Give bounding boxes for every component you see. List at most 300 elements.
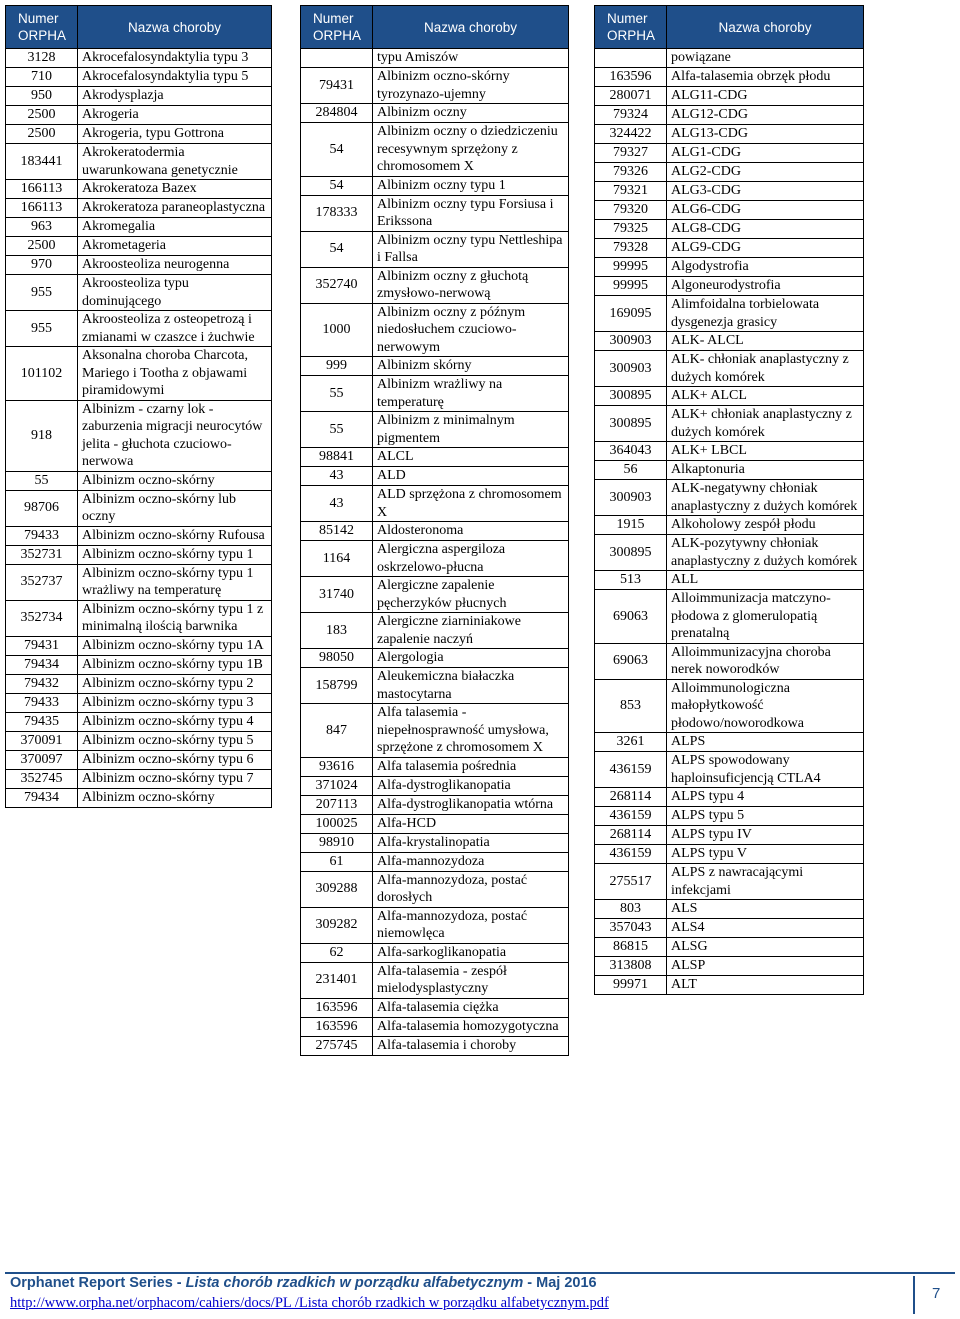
disease-name: ALG2-CDG [667,163,864,182]
disease-name: Alloimmunizacyjna choroba nerek noworodków [667,643,864,679]
disease-name: Albinizm oczny typu 1 [373,176,569,195]
orpha-number: 352734 [6,600,78,636]
table-row [301,123,569,177]
orpha-number: 99995 [595,258,667,277]
disease-name: Akrogeria, typu Gottrona [78,125,272,144]
table-row [301,303,569,357]
orpha-number: 100025 [301,814,373,833]
orpha-number: 970 [6,256,78,275]
table-row [595,406,864,442]
table-row [6,471,272,490]
orpha-number: 93616 [301,757,373,776]
orpha-number: 2500 [6,106,78,125]
orpha-number: 79325 [595,220,667,239]
orpha-number: 275517 [595,864,667,900]
table-row [301,577,569,613]
disease-name: Akrometageria [78,237,272,256]
footer-url-link[interactable]: http://www.orpha.net/orphacom/cahiers/docs/PL /Lista chorób rzadkich w porządku alfabetycznym.pdf [10,1295,609,1311]
disease-name: Albinizm oczno-skórny typu 6 [78,750,272,769]
orpha-number: 79324 [595,106,667,125]
disease-name: Albinizm oczno-skórny typu 4 [78,712,272,731]
disease-name: Alfa-dystroglikanopatia wtórna [373,795,569,814]
table-row [301,376,569,412]
disease-name: Alfa-talasemia ciężka [373,998,569,1017]
orpha-number: 54 [301,176,373,195]
orpha-number: 31740 [301,577,373,613]
table-row [595,643,864,679]
table-row [595,201,864,220]
disease-name: ALK+ ALCL [667,387,864,406]
disease-name: Albinizm wrażliwy na temperaturę [373,376,569,412]
disease-name: ALG8-CDG [667,220,864,239]
disease-name: Alfa-dystroglikanopatia [373,776,569,795]
table-row [301,541,569,577]
disease-name: Albinizm skórny [373,357,569,376]
disease-name: ALK+ chłoniak anaplastyczny z dużych komórek [667,406,864,442]
table-row [301,907,569,943]
table-row [595,845,864,864]
orpha-number: 268114 [595,826,667,845]
orpha-number: 231401 [301,962,373,998]
page-number: 7 [932,1285,941,1302]
table-row [6,199,272,218]
table-row [595,258,864,277]
table-row [6,311,272,347]
orpha-number: 2500 [6,125,78,144]
orpha-number: 313808 [595,957,667,976]
table-row [301,776,569,795]
orpha-number: 207113 [301,795,373,814]
table-row [301,486,569,522]
table-row [595,919,864,938]
table-row [595,387,864,406]
disease-name: Alergiczna aspergiloza oskrzelowo-płucna [373,541,569,577]
table-row [595,938,864,957]
footer-date: - Maj 2016 [523,1275,597,1291]
orpha-number: 364043 [595,442,667,461]
table-row [595,220,864,239]
disease-name: Albinizm oczno-skórny typu 7 [78,769,272,788]
orpha-number: 357043 [595,919,667,938]
table-row [595,733,864,752]
table-row [6,275,272,311]
disease-name: Albinizm oczny z późnym niedosłuchem czuciowo-nerwowym [373,303,569,357]
orpha-number: 79321 [595,182,667,201]
table-row [301,267,569,303]
table-row [301,814,569,833]
header-disease-name: Nazwa choroby [78,6,272,49]
table-row [301,357,569,376]
orpha-number: 98050 [301,649,373,668]
footer-separator [913,1276,915,1314]
disease-name: Alfa-talasemia i choroby [373,1036,569,1055]
orpha-number: 710 [6,68,78,87]
disease-name: ALPS typu IV [667,826,864,845]
orpha-number: 280071 [595,87,667,106]
table-row [6,712,272,731]
disease-name: ALG9-CDG [667,239,864,258]
disease-name: Alfa-mannozydoza [373,852,569,871]
orpha-number [301,49,373,68]
disease-name: Alloimmunologiczna małopłytkowość płodowo/noworodkowa [667,679,864,733]
orpha-number: 300895 [595,406,667,442]
table-row [301,412,569,448]
table-row [595,679,864,733]
disease-name: Albinizm oczny typu Nettleshipa i Fallsa [373,231,569,267]
header-orpha-number: Numer ORPHA [595,6,667,49]
table-row [6,180,272,199]
table-row [595,125,864,144]
disease-name: Akromegalia [78,218,272,237]
table-row [595,461,864,480]
orpha-number: 86815 [595,938,667,957]
disease-name: Albinizm oczny [373,104,569,123]
orpha-number: 79327 [595,144,667,163]
orpha-number: 79433 [6,526,78,545]
disease-name: Albinizm oczny typu Forsiusa i Erikssona [373,195,569,231]
orpha-number: 79434 [6,788,78,807]
table-row [301,176,569,195]
orpha-number: 183 [301,613,373,649]
disease-name: ALG6-CDG [667,201,864,220]
disease-name: Albinizm oczno-skórny [78,471,272,490]
orpha-number: 54 [301,123,373,177]
disease-name: typu Amiszów [373,49,569,68]
orpha-number: 955 [6,311,78,347]
orpha-number: 1915 [595,516,667,535]
orpha-number: 85142 [301,522,373,541]
disease-name: Alkoholowy zespół płodu [667,516,864,535]
orpha-number: 803 [595,900,667,919]
orpha-number: 79435 [6,712,78,731]
orpha-number: 98841 [301,448,373,467]
header-disease-name: Nazwa choroby [667,6,864,49]
table-row [6,347,272,401]
footer-list-title: Lista chorób rzadkich w porządku alfabetycznym [185,1275,524,1291]
orpha-number: 324422 [595,125,667,144]
table-row [6,256,272,275]
header-disease-name: Nazwa choroby [373,6,569,49]
orpha-number: 950 [6,87,78,106]
orpha-number: 1000 [301,303,373,357]
disease-name: ALPS typu V [667,845,864,864]
orpha-number: 300903 [595,332,667,351]
disease-name: Albinizm oczno-skórny typu 1B [78,655,272,674]
table-row [301,1036,569,1055]
orpha-number: 158799 [301,668,373,704]
orpha-number: 300903 [595,480,667,516]
orpha-number: 55 [301,412,373,448]
orpha-number: 43 [301,486,373,522]
table-row [6,87,272,106]
orpha-number: 999 [301,357,373,376]
disease-name: Akroosteoliza neurogenna [78,256,272,275]
table-row [595,807,864,826]
table-row [595,49,864,68]
table-row [595,144,864,163]
orpha-number: 55 [301,376,373,412]
orpha-number: 169095 [595,296,667,332]
orpha-number: 268114 [595,788,667,807]
disease-name: Alkaptonuria [667,461,864,480]
disease-name: Albinizm oczny z głuchotą zmysłowo-nerwową [373,267,569,303]
table-row [595,68,864,87]
table-row [301,649,569,668]
orpha-number: 99995 [595,277,667,296]
table-row [6,564,272,600]
table-row [6,769,272,788]
table-row [301,704,569,758]
table-row [301,49,569,68]
orpha-number: 56 [595,461,667,480]
orpha-number: 79432 [6,674,78,693]
disease-name: Alfa-krystalinopatia [373,833,569,852]
orpha-number: 2500 [6,237,78,256]
disease-name: Aldosteronoma [373,522,569,541]
orpha-number: 79326 [595,163,667,182]
disease-name: ALS [667,900,864,919]
disease-name: Alfa-mannozydoza, postać dorosłych [373,871,569,907]
disease-name: ALG1-CDG [667,144,864,163]
table-row [301,943,569,962]
disease-name: Alfa-sarkoglikanopatia [373,943,569,962]
disease-name: ALSP [667,957,864,976]
table-row [6,237,272,256]
orpha-number: 352745 [6,769,78,788]
orpha-number: 436159 [595,845,667,864]
orpha-number: 69063 [595,643,667,679]
disease-name: Akrokeratodermia uwarunkowana genetycznie [78,144,272,180]
disease-name: Algoneurodystrofia [667,277,864,296]
disease-name: Albinizm oczno-skórny tyrozynazo-ujemny [373,68,569,104]
disease-name: Albinizm oczno-skórny typu 3 [78,693,272,712]
table-row [595,239,864,258]
header-orpha-number: Numer ORPHA [301,6,373,49]
table-row [595,277,864,296]
disease-name: ALG3-CDG [667,182,864,201]
orpha-number: 3261 [595,733,667,752]
orpha-number: 166113 [6,199,78,218]
table-row [595,788,864,807]
disease-name: Albinizm oczno-skórny lub oczny [78,490,272,526]
table-row [595,182,864,201]
orpha-number: 352731 [6,545,78,564]
disease-name: ALG13-CDG [667,125,864,144]
orpha-number: 163596 [595,68,667,87]
orpha-number: 436159 [595,752,667,788]
orpha-number: 101102 [6,347,78,401]
footer-series: Orphanet Report Series - [10,1275,186,1291]
orpha-number: 370091 [6,731,78,750]
table-row [6,49,272,68]
table-row [301,68,569,104]
footer-title [10,1275,597,1291]
orpha-number: 178333 [301,195,373,231]
disease-name: Alergiczne ziarniniakowe zapalenie naczyń [373,613,569,649]
orpha-number: 55 [6,471,78,490]
disease-name: Alfa-HCD [373,814,569,833]
table-row [6,545,272,564]
disease-name: Alergiczne zapalenie pęcherzyków płucnych [373,577,569,613]
table-row [595,442,864,461]
orpha-number: 79434 [6,655,78,674]
table-row [6,144,272,180]
disease-name: Akrokeratoza Bazex [78,180,272,199]
orpha-number: 1164 [301,541,373,577]
table-row [595,87,864,106]
orpha-number: 371024 [301,776,373,795]
disease-table-column-2 [300,5,569,1056]
orpha-number: 352740 [301,267,373,303]
table-row [301,195,569,231]
table-row [6,526,272,545]
table-row [301,231,569,267]
orpha-number: 79431 [301,68,373,104]
table-row [595,900,864,919]
orpha-number: 918 [6,400,78,471]
table-row [6,655,272,674]
disease-name: ALK- ALCL [667,332,864,351]
table-row [595,516,864,535]
orpha-number: 43 [301,467,373,486]
orpha-number: 275745 [301,1036,373,1055]
orpha-number: 963 [6,218,78,237]
disease-name: Akrocefalosyndaktylia typu 3 [78,49,272,68]
orpha-number: 300895 [595,387,667,406]
table-row [595,957,864,976]
disease-name: Albinizm oczno-skórny typu 5 [78,731,272,750]
disease-name: ALK+ LBCL [667,442,864,461]
disease-name: ALK-pozytywny chłoniak anaplastyczny z dużych komórek [667,535,864,571]
table-row [301,522,569,541]
orpha-number: 436159 [595,807,667,826]
orpha-number: 352737 [6,564,78,600]
orpha-number: 69063 [595,590,667,644]
table-row [595,976,864,995]
table-row [6,490,272,526]
orpha-number: 300903 [595,351,667,387]
disease-name: powiązane [667,49,864,68]
disease-name: ALG12-CDG [667,106,864,125]
orpha-number: 54 [301,231,373,267]
orpha-number: 163596 [301,1017,373,1036]
orpha-number: 79433 [6,693,78,712]
table-row [6,731,272,750]
table-row [595,106,864,125]
disease-name: Akrogeria [78,106,272,125]
disease-name: ALS4 [667,919,864,938]
table-row [595,163,864,182]
disease-name: ALPS typu 5 [667,807,864,826]
table-row [301,104,569,123]
orpha-number: 183441 [6,144,78,180]
table-row [6,125,272,144]
orpha-number: 166113 [6,180,78,199]
orpha-number: 98706 [6,490,78,526]
table-row [301,757,569,776]
disease-name: Albinizm oczno-skórny typu 1 z minimalną ilością barwnika [78,600,272,636]
disease-name: Alfa-talasemia homozygotyczna [373,1017,569,1036]
orpha-number [595,49,667,68]
table-row [595,296,864,332]
orpha-number: 309288 [301,871,373,907]
table-row [301,448,569,467]
disease-name: ALPS typu 4 [667,788,864,807]
disease-name: Alergologia [373,649,569,668]
disease-name: Albinizm z minimalnym pigmentem [373,412,569,448]
disease-table-column-1 [5,5,272,808]
table-row [301,613,569,649]
disease-name: Akroosteoliza z osteopetrozą i zmianami w czaszce i żuchwie [78,311,272,347]
table-row [301,1017,569,1036]
table-row [301,668,569,704]
disease-name: Albinizm oczno-skórny typu 1A [78,636,272,655]
orpha-number: 3128 [6,49,78,68]
disease-name: ALSG [667,938,864,957]
header-orpha-number: Numer ORPHA [6,6,78,49]
disease-name: Aleukemiczna białaczka mastocytarna [373,668,569,704]
disease-name: Albinizm oczno-skórny typu 1 [78,545,272,564]
table-row [595,480,864,516]
table-row [301,962,569,998]
disease-name: Alfa talasemia - niepełnosprawność umysłowa, sprzężone z chromosomem X [373,704,569,758]
disease-name: Algodystrofia [667,258,864,277]
table-row [301,852,569,871]
orpha-number: 99971 [595,976,667,995]
table-row [595,590,864,644]
disease-name: Albinizm oczno-skórny [78,788,272,807]
orpha-number: 309282 [301,907,373,943]
disease-name: Alfa talasemia pośrednia [373,757,569,776]
table-row [6,636,272,655]
disease-name: Alfa-mannozydoza, postać niemowlęca [373,907,569,943]
orpha-number: 163596 [301,998,373,1017]
orpha-number: 62 [301,943,373,962]
table-row [301,795,569,814]
disease-name: Akrocefalosyndaktylia typu 5 [78,68,272,87]
table-row [595,864,864,900]
disease-name: Aksonalna choroba Charcota, Mariego i Tootha z objawami piramidowymi [78,347,272,401]
disease-name: ALPS spowodowany haploinsuficjencją CTLA4 [667,752,864,788]
table-row [6,750,272,769]
orpha-number: 79320 [595,201,667,220]
disease-name: Albinizm - czarny lok - zaburzenia migracji neurocytów jelita - głuchota czuciowo-nerwowa [78,400,272,471]
disease-name: Albinizm oczno-skórny typu 2 [78,674,272,693]
orpha-number: 847 [301,704,373,758]
disease-name: ALK-negatywny chłoniak anaplastyczny z dużych komórek [667,480,864,516]
orpha-number: 284804 [301,104,373,123]
disease-name: Albinizm oczno-skórny Rufousa [78,526,272,545]
table-row [6,218,272,237]
orpha-number: 955 [6,275,78,311]
disease-name: ALG11-CDG [667,87,864,106]
orpha-number: 513 [595,571,667,590]
orpha-number: 853 [595,679,667,733]
table-row [595,752,864,788]
disease-name: Akrodysplazja [78,87,272,106]
disease-table-column-3 [594,5,864,995]
disease-name: ALD sprzężona z chromosomem X [373,486,569,522]
disease-name: Akrokeratoza paraneoplastyczna [78,199,272,218]
orpha-number: 370097 [6,750,78,769]
disease-name: Alimfoidalna torbielowata dysgenezja grasicy [667,296,864,332]
table-row [6,693,272,712]
table-row [595,571,864,590]
orpha-number: 79431 [6,636,78,655]
table-row [301,998,569,1017]
footer-rule [5,1272,955,1274]
table-row [6,600,272,636]
